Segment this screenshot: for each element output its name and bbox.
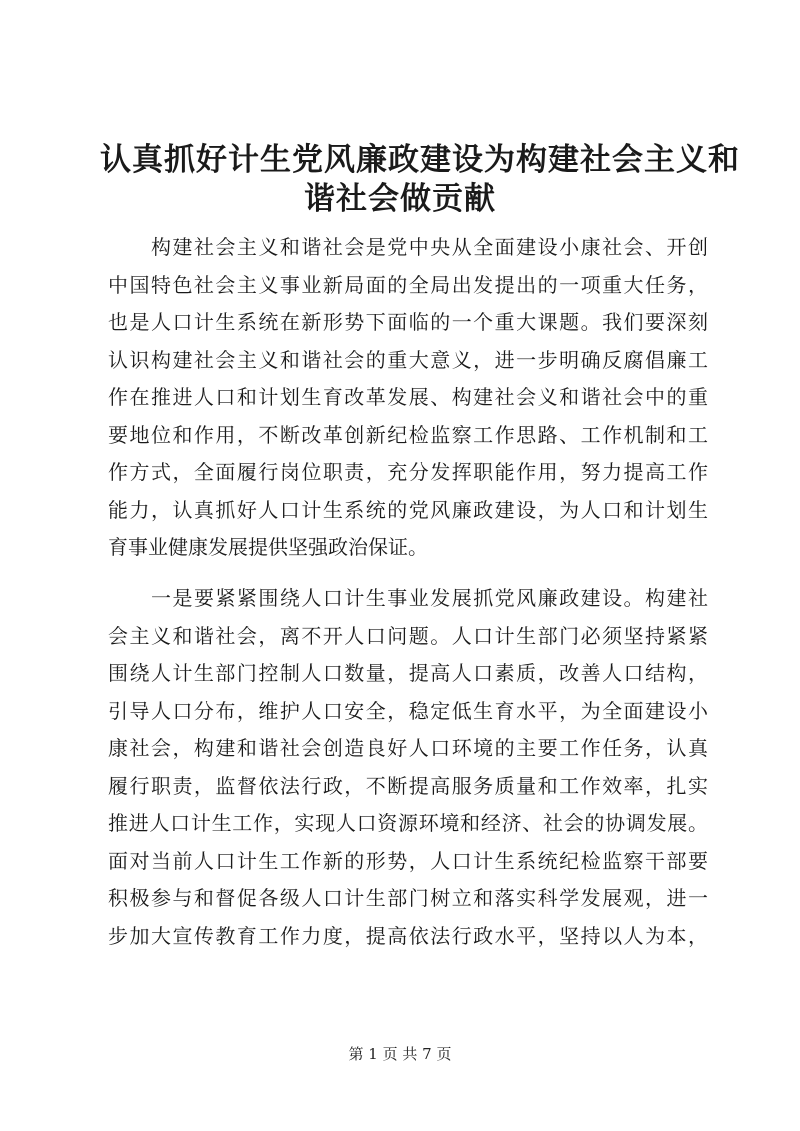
body-line: 构建社会主义和谐社会是党中央从全面建设小康社会、开创	[151, 235, 708, 259]
body-line: 引导人口分布，维护人口安全，稳定低生育水平，为全面建设小	[108, 699, 708, 723]
body-line: 认识构建社会主义和谐社会的重大意义，进一步明确反腐倡廉工	[108, 348, 708, 372]
body-line: 步加大宣传教育工作力度，提高依法行政水平，坚持以人为本，	[108, 924, 708, 948]
document-title-line-1: 认真抓好计生党风廉政建设为构建社会主义和	[100, 142, 740, 178]
body-line: 中国特色社会主义事业新局面的全局出发提出的一项重大任务，	[108, 273, 708, 297]
body-line: 能力，认真抓好人口计生系统的党风廉政建设，为人口和计划生	[108, 498, 708, 522]
body-line: 面对当前人口计生工作新的形势，人口计生系统纪检监察干部要	[108, 849, 708, 873]
body-line: 积极参与和督促各级人口计生部门树立和落实科学发展观，进一	[108, 886, 708, 910]
body-line: 作在推进人口和计划生育改革发展、构建社会义和谐社会中的重	[108, 385, 708, 409]
body-line: 也是人口计生系统在新形势下面临的一个重大课题。我们要深刻	[108, 310, 708, 334]
body-line: 康社会，构建和谐社会创造良好人口环境的主要工作任务，认真	[108, 736, 708, 760]
body-line: 作方式，全面履行岗位职责，充分发挥职能作用，努力提高工作	[108, 460, 708, 484]
body-line: 一是要紧紧围绕人口计生事业发展抓党风廉政建设。构建社	[151, 586, 708, 610]
body-line: 育事业健康发展提供坚强政治保证。	[108, 535, 428, 559]
page-footer: 第 1 页 共 7 页	[348, 1045, 452, 1063]
body-line: 围绕人计生部门控制人口数量，提高人口素质，改善人口结构，	[108, 661, 708, 685]
body-line: 推进人口计生工作，实现人口资源环境和经济、社会的协调发展。	[108, 811, 708, 835]
document-title-line-2: 谐社会做贡献	[304, 181, 496, 217]
body-line: 会主义和谐社会，离不开人口问题。人口计生部门必须坚持紧紧	[108, 624, 708, 648]
body-line: 履行职责，监督依法行政，不断提高服务质量和工作效率，扎实	[108, 774, 708, 798]
body-line: 要地位和作用，不断改革创新纪检监察工作思路、工作机制和工	[108, 423, 708, 447]
